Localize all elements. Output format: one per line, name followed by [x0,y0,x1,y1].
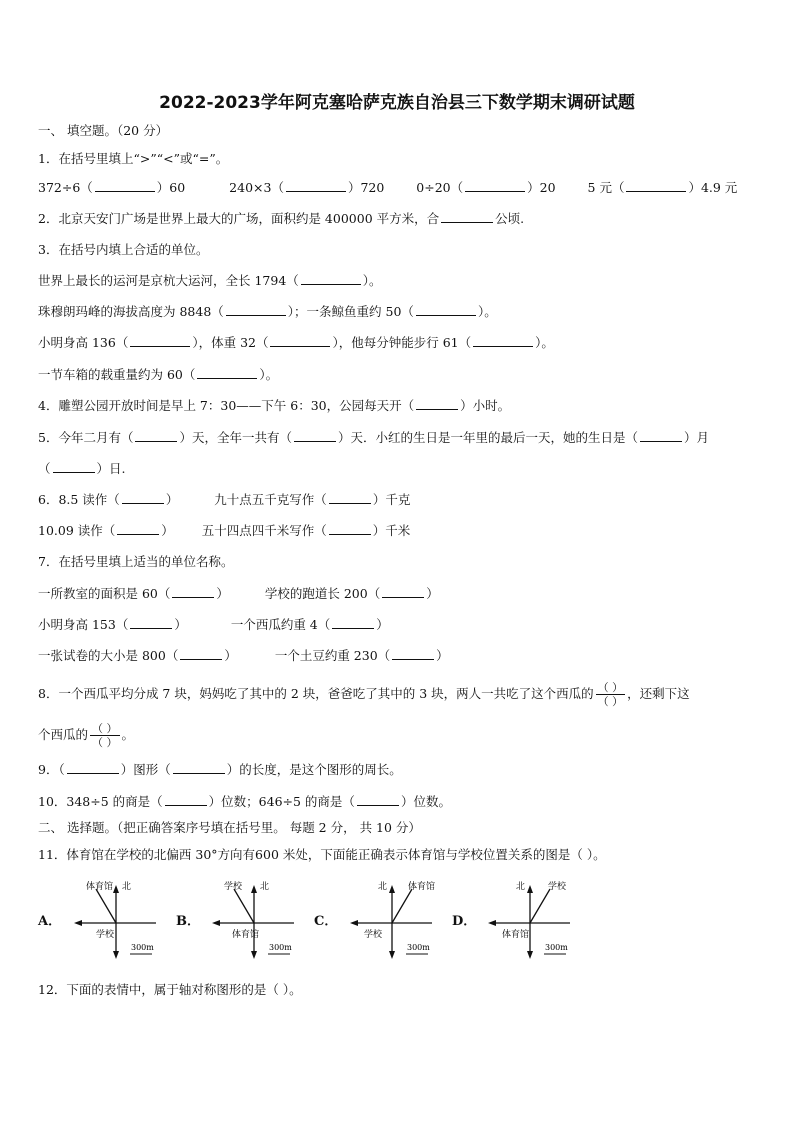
option-d-diagram [480,875,600,960]
svg-text:北: 北 [260,882,270,892]
question-7-line-1: 一所教室的面积是 60（ ） 学校的跑道长 200（ ） [38,586,439,601]
answer-blank[interactable] [130,336,190,347]
answer-blank[interactable] [197,368,257,379]
fraction-blank[interactable]: $\frac{( )}{( )}$ [597,681,624,708]
question-1-items: 372÷6（ ）60 240×3（ ）720 0÷20（ ）20 5 元（ ）4.9 元 [38,180,738,195]
question-11-stem: 11．体育馆在学校的北偏西 30°方向有600 米处，下面能正确表示体育馆与学校位置关系的图是（ ）。 [38,847,606,862]
answer-blank[interactable] [465,181,525,192]
question-3-line-2: 珠穆朗玛峰的海拔高度为 8848（ ）；一条鲸鱼重约 50（ ）。 [38,304,497,319]
question-6-line-1: 6．8.5 读作（ ） 九十点五千克写作（ ）千克 [38,492,411,507]
option-c[interactable]: C． 北 体育馆 学校 300m [314,875,464,960]
option-a-diagram [66,875,186,960]
question-12-stem: 12．下面的表情中，属于轴对称图形的是（ ）。 [38,982,302,997]
answer-blank[interactable] [135,431,177,442]
svg-text:学校: 学校 [224,882,243,892]
page-title: 2022-2023学年阿克塞哈萨克族自治县三下数学期末调研试题 [159,93,635,113]
option-b[interactable]: B． 学校 北 体育馆 300m [176,875,326,960]
question-6-line-2: 10.09 读作（ ） 五十四点四千米写作（ ）千米 [38,523,411,538]
svg-text:体育馆: 体育馆 [502,930,530,940]
answer-blank[interactable] [416,305,476,316]
svg-text:北: 北 [378,882,388,892]
question-4: 4．雕塑公园开放时间是早上 7：30——下午 6：30，公园每天开（ ）小时。 [38,398,511,413]
option-c-diagram [342,875,462,960]
svg-text:学校: 学校 [96,930,115,940]
answer-blank[interactable] [117,524,159,535]
answer-blank[interactable] [173,763,225,774]
answer-blank[interactable] [180,649,222,660]
svg-text:300m: 300m [269,943,292,952]
question-7-stem: 7．在括号里填上适当的单位名称。 [38,554,234,569]
option-a[interactable]: A． 体育馆 北 学校 300m [38,875,188,960]
answer-blank[interactable] [473,336,533,347]
answer-blank[interactable] [122,493,164,504]
answer-blank[interactable] [286,181,346,192]
svg-text:300m: 300m [407,943,430,952]
answer-blank[interactable] [329,524,371,535]
option-d[interactable]: D． 北 学校 体育馆 300m [452,875,602,960]
svg-text:北: 北 [122,882,132,892]
svg-text:300m: 300m [545,943,568,952]
answer-blank[interactable] [416,399,458,410]
question-3-line-1: 世界上最长的运河是京杭大运河，全长 1794（ ）。 [38,273,382,288]
svg-text:体育馆: 体育馆 [86,882,114,892]
question-9: 9．（ ）图形（ ）的长度，是这个图形的周长。 [38,762,402,777]
answer-blank[interactable] [329,493,371,504]
question-3-line-4: 一节车箱的载重量约为 60（ ）。 [38,367,279,382]
question-3-line-3: 小明身高 136（ ），体重 32（ ），他每分钟能步行 61（ ）。 [38,335,554,350]
question-8-cont: 个西瓜的 $\frac{( )}{( )}$ 。 [38,722,135,749]
answer-blank[interactable] [130,618,172,629]
answer-blank[interactable] [392,649,434,660]
question-5: 5．今年二月有（ ）天，全年一共有（ ）天．小红的生日是一年里的最后一天，她的生日是（ ）月 [38,430,710,445]
question-1-stem: 1．在括号里填上“>”“<”或“=”。 [38,151,229,166]
answer-blank[interactable] [626,181,686,192]
answer-blank[interactable] [95,181,155,192]
question-5-cont: （ ）日. [38,461,126,476]
fraction-blank[interactable]: $\frac{( )}{( )}$ [92,722,118,749]
answer-blank[interactable] [640,431,682,442]
answer-blank[interactable] [270,336,330,347]
question-7-line-2: 小明身高 153（ ） 一个西瓜约重 4（ ） [38,617,389,632]
answer-blank[interactable] [301,274,361,285]
svg-text:学校: 学校 [548,882,567,892]
svg-text:北: 北 [516,882,526,892]
answer-blank[interactable] [382,587,424,598]
svg-text:学校: 学校 [364,930,383,940]
answer-blank[interactable] [294,431,336,442]
section-heading-fill: 一、 填空题。（20 分） [38,123,169,138]
svg-text:300m: 300m [131,943,154,952]
svg-text:体育馆: 体育馆 [232,930,260,940]
answer-blank[interactable] [53,462,95,473]
question-7-line-3: 一张试卷的大小是 800（ ） 一个土豆约重 230（ ） [38,648,449,663]
question-10: 10．348÷5 的商是（ ）位数；646÷5 的商是（ ）位数。 [38,794,451,809]
section-heading-choice: 二、 选择题。（把正确答案序号填在括号里。 每题 2 分， 共 10 分） [38,820,421,835]
answer-blank[interactable] [67,763,119,774]
answer-blank[interactable] [172,587,214,598]
option-b-diagram [204,875,324,960]
question-8: 8．一个西瓜平均分成 7 块，妈妈吃了其中的 2 块，爸爸吃了其中的 3 块，两人一共吃了这个西瓜的 $\frac{( )}{( )}$ ，还剩下这 [38,681,690,708]
answer-blank[interactable] [226,305,286,316]
answer-blank[interactable] [332,618,374,629]
question-2: 2．北京天安门广场是世界上最大的广场，面积约是 400000 平方米，合 公顷. [38,211,525,226]
answer-blank[interactable] [357,795,399,806]
svg-text:体育馆: 体育馆 [408,882,436,892]
question-3-stem: 3．在括号内填上合适的单位。 [38,242,209,257]
answer-blank[interactable] [441,212,493,223]
answer-blank[interactable] [165,795,207,806]
